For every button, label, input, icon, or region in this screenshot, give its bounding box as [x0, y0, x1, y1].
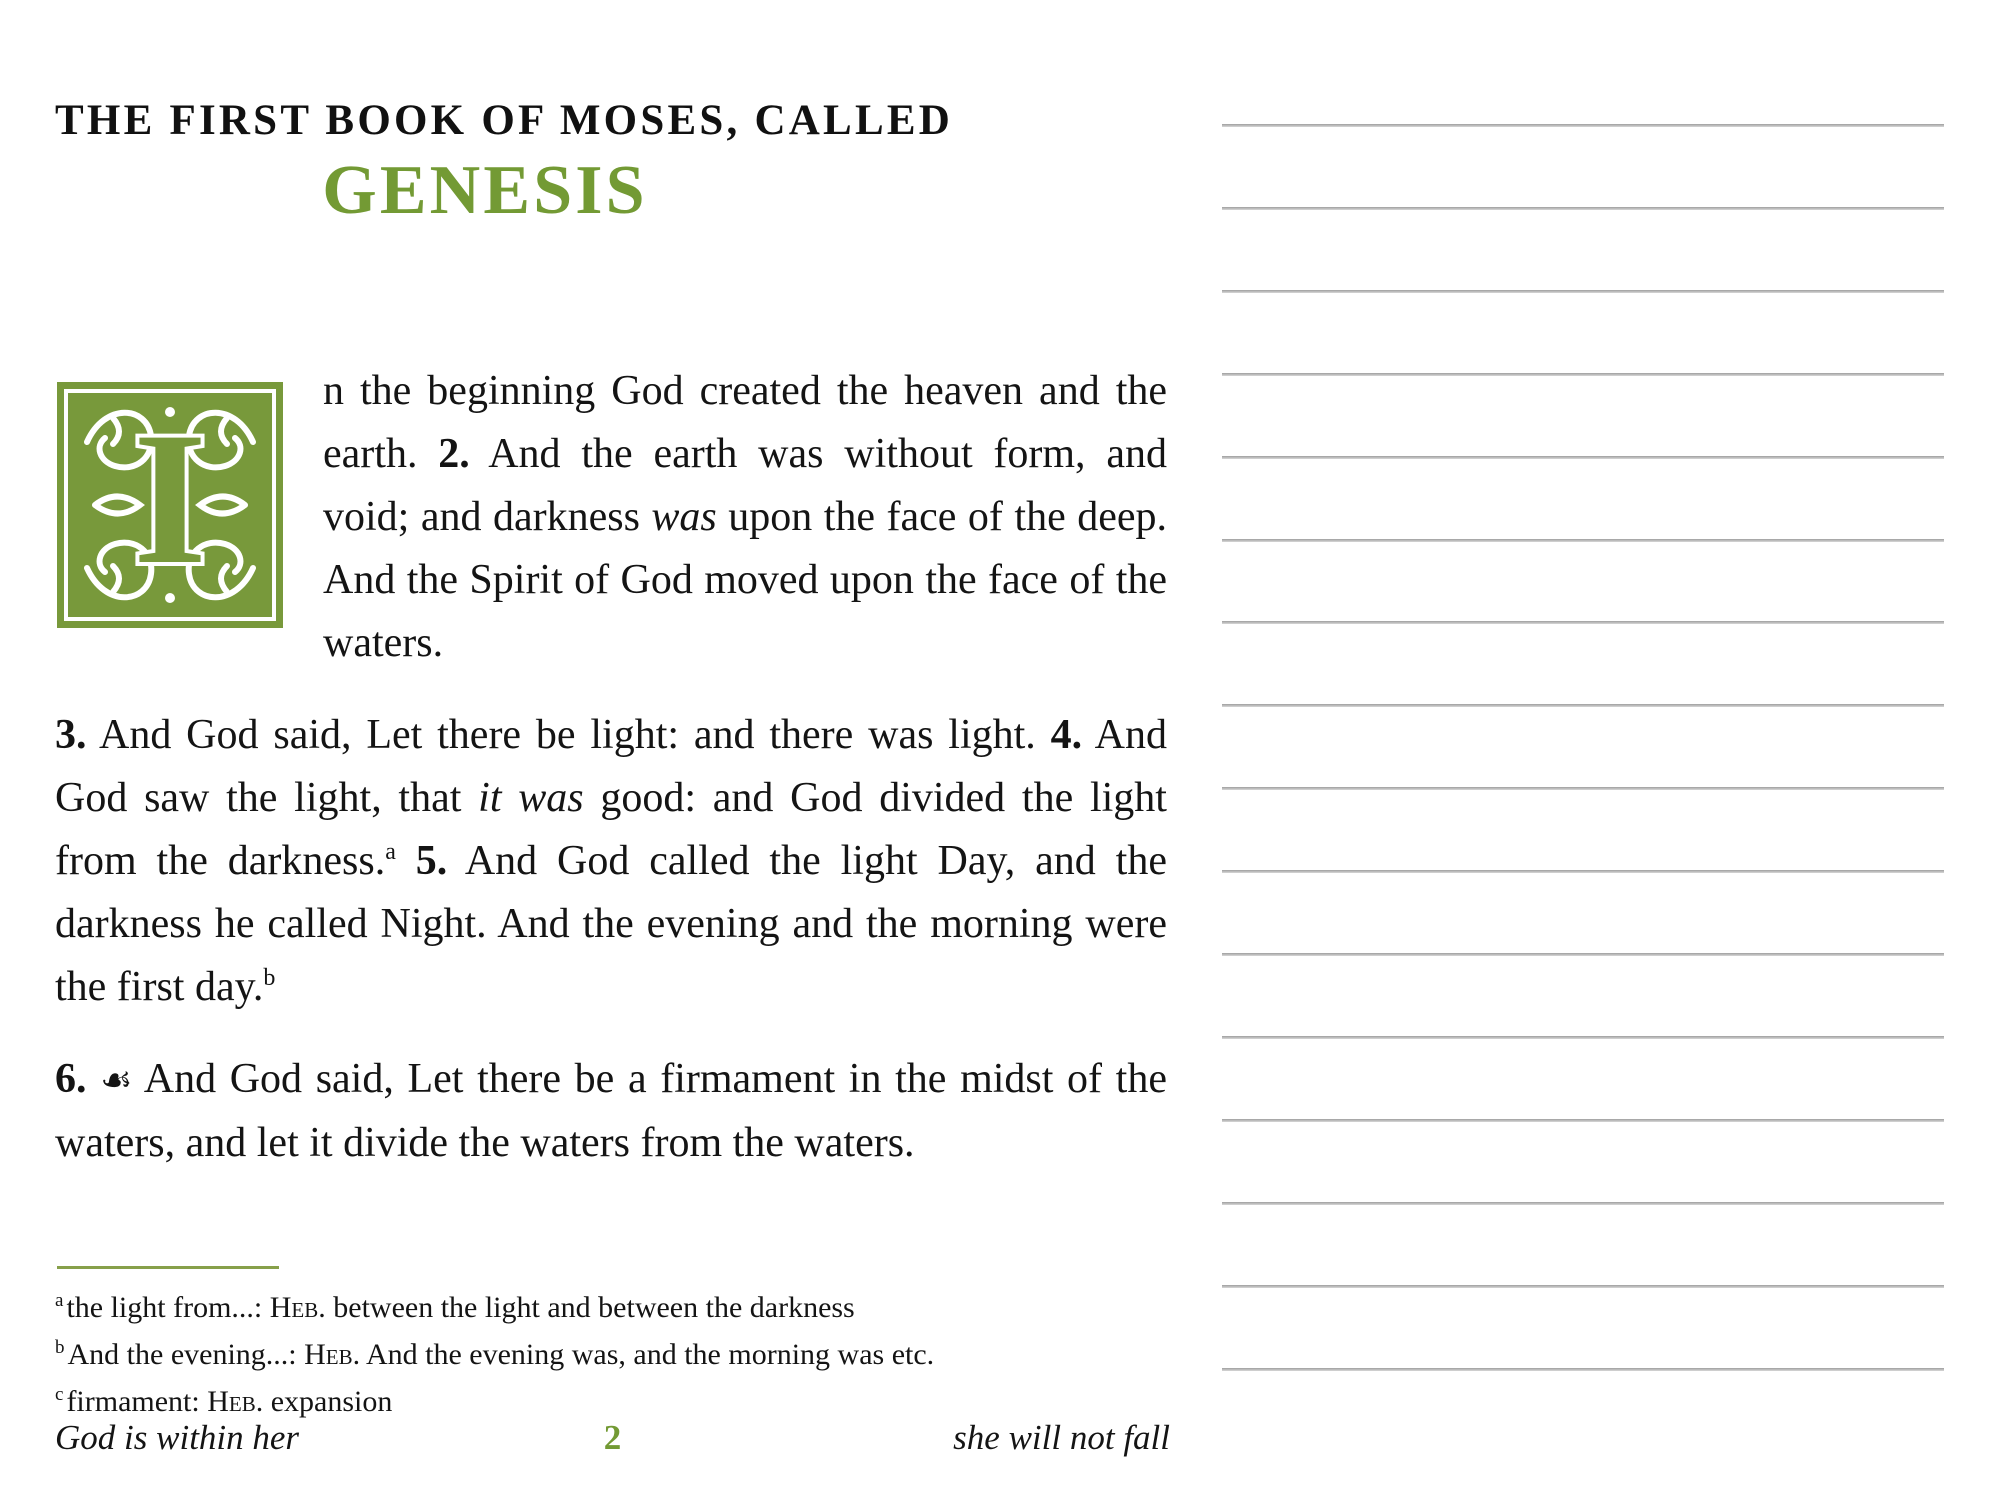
journal-ruled-line	[1222, 704, 1944, 707]
journal-ruled-line	[1222, 953, 1944, 956]
page-number: 2	[603, 1418, 622, 1457]
text-run	[396, 838, 416, 884]
footnote-divider	[57, 1266, 279, 1269]
journal-ruled-line	[1222, 1285, 1944, 1288]
footnote-letter: c	[55, 1384, 64, 1405]
text-run: between the light and between the darkness	[325, 1291, 855, 1324]
verse-paragraph	[55, 360, 1167, 675]
text-run: And God said, Let there be a firmament in the midst of the waters, and let it divide the waters from the waters.	[55, 1056, 1167, 1166]
text-run: And the earth was without form, and void; and darkness	[323, 431, 1167, 540]
text-run: the light from...:	[66, 1291, 270, 1324]
ornamental-drop-cap-icon	[55, 380, 285, 630]
page-header	[55, 96, 954, 231]
journal-ruled-line	[1222, 1202, 1944, 1205]
text-run: Heb.	[207, 1385, 264, 1418]
book-title: GENESIS	[322, 152, 648, 229]
svg-text:I: I	[133, 394, 207, 604]
text-run: And God said, Let there be light: and there was light.	[86, 712, 1051, 758]
text-run: b	[263, 965, 276, 991]
verse-paragraph	[55, 1048, 1167, 1175]
text-run: 3.	[55, 712, 87, 758]
journal-ruled-line	[1222, 1036, 1944, 1039]
footnote-text	[68, 1338, 935, 1371]
footnote	[55, 1284, 1165, 1331]
hedera-leaf-icon: ☙	[100, 1060, 133, 1101]
text-run	[87, 1056, 101, 1102]
book-supertitle: THE FIRST BOOK OF MOSES, CALLED	[55, 97, 954, 144]
footnote-letter: a	[55, 1290, 64, 1311]
journal-ruled-line	[1222, 1119, 1944, 1122]
journal-ruled-line	[1222, 621, 1944, 624]
journal-ruled-line	[1222, 539, 1944, 542]
footnotes	[55, 1284, 1165, 1425]
text-run: And God saw the light, that	[55, 712, 1167, 821]
text-run: And the evening was, and the morning was etc.	[360, 1338, 935, 1371]
text-run: n the beginning God created the heaven and the earth.	[323, 368, 1167, 477]
journal-ruled-line	[1222, 124, 1944, 127]
footnote	[55, 1331, 1165, 1378]
text-run: And the evening...:	[67, 1338, 305, 1371]
footnote-text	[66, 1291, 854, 1324]
text-run: 6.	[55, 1056, 87, 1102]
journal-ruled-line	[1222, 870, 1944, 873]
journal-ruled-line	[1222, 373, 1944, 376]
journal-ruled-line	[1222, 456, 1944, 459]
text-run: firmament:	[66, 1385, 208, 1418]
text-run: upon the face of the deep. And the Spirit of God moved upon the face of the waters.	[323, 494, 1167, 666]
journal-ruled-line	[1222, 290, 1944, 293]
journal-ruled-line	[1222, 1368, 1944, 1371]
journal-ruled-line	[1222, 787, 1944, 790]
page-footer	[55, 1418, 1170, 1468]
footnote-letter: b	[55, 1337, 65, 1358]
text-run: And God called the light Day, and the darkness he called Night. And the evening and the morning were the first day.	[55, 838, 1167, 1010]
text-run: 2.	[438, 431, 470, 477]
journal-ruled-line	[1222, 207, 1944, 210]
text-run: good: and God divided the light from the darkness.	[55, 775, 1167, 884]
footer-verse-right: she will not fall	[953, 1418, 1170, 1457]
text-run: expansion	[263, 1385, 393, 1418]
footnote-text	[66, 1385, 392, 1418]
scripture-column	[55, 360, 1167, 1175]
text-run: was	[651, 494, 717, 540]
footer-verse-left: God is within her	[55, 1418, 300, 1457]
text-run: 5.	[415, 838, 448, 884]
text-run: Heb.	[269, 1291, 326, 1324]
text-run: 4.	[1050, 712, 1083, 758]
text-run: it was	[478, 775, 584, 821]
verse-paragraph	[55, 704, 1167, 1019]
text-run: a	[385, 839, 396, 865]
text-run: Heb.	[304, 1338, 361, 1371]
